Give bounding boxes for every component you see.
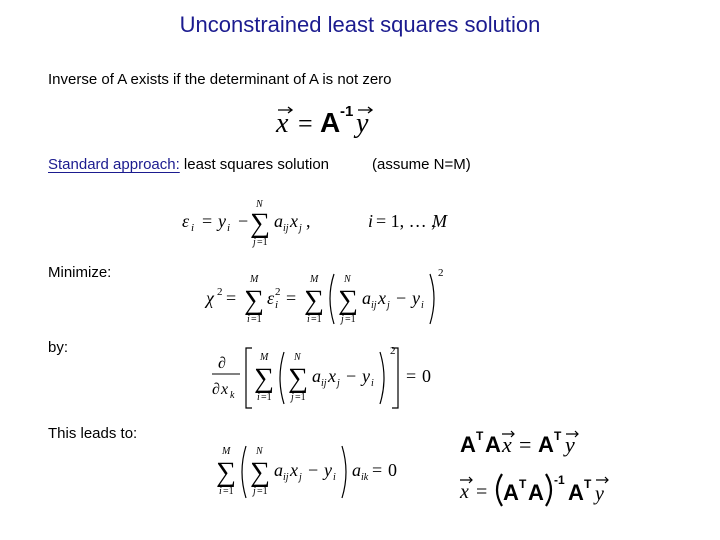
- svg-text:j: j: [291, 392, 294, 403]
- svg-text:=: =: [286, 288, 297, 308]
- standard-approach-line: [48, 156, 329, 173]
- svg-text:j: j: [387, 300, 390, 311]
- assume-n-equals-m: (assume N=M): [372, 156, 471, 173]
- svg-text:a: a: [274, 460, 283, 480]
- svg-text:=: =: [406, 366, 417, 386]
- svg-text:x: x: [502, 432, 512, 457]
- svg-text:a: a: [352, 460, 361, 480]
- svg-text:y: y: [218, 211, 226, 231]
- svg-text:M: M: [432, 211, 447, 231]
- svg-text:y: y: [356, 108, 369, 139]
- svg-text:x: x: [290, 460, 298, 480]
- svg-text:j: j: [341, 314, 344, 325]
- svg-text:N: N: [344, 274, 351, 285]
- svg-text:,: ,: [306, 211, 311, 231]
- svg-text:A: A: [568, 480, 584, 505]
- svg-text:=1: =1: [295, 392, 306, 403]
- svg-text:i: i: [421, 300, 424, 311]
- svg-text:T: T: [554, 429, 562, 443]
- svg-text:M: M: [260, 352, 269, 363]
- svg-text:y: y: [412, 288, 420, 308]
- leads-to-label: This leads to:: [48, 425, 138, 442]
- svg-text:∑: ∑: [304, 285, 324, 316]
- svg-text:a: a: [312, 366, 321, 386]
- svg-text:∑: ∑: [250, 208, 270, 239]
- svg-text:x: x: [221, 381, 229, 398]
- svg-text:N: N: [256, 199, 263, 210]
- slide-title: Unconstrained least squares solution: [179, 12, 541, 37]
- svg-text:=1: =1: [257, 486, 268, 497]
- svg-text:=: =: [372, 460, 383, 480]
- svg-text:=1: =1: [257, 237, 268, 248]
- svg-text:x: x: [378, 288, 386, 308]
- svg-text:2: 2: [217, 286, 223, 298]
- svg-text:j: j: [253, 486, 256, 497]
- by-label: by:: [48, 339, 69, 356]
- svg-text:=: =: [519, 432, 532, 457]
- svg-text:a: a: [362, 288, 371, 308]
- svg-text:−: −: [346, 366, 357, 386]
- svg-text:M: M: [222, 446, 231, 457]
- minimize-label: Minimize:: [48, 264, 112, 281]
- svg-text:∂: ∂: [212, 381, 220, 398]
- svg-text:j: j: [337, 378, 340, 389]
- svg-text:i: i: [275, 299, 279, 311]
- svg-text:∑: ∑: [244, 285, 264, 316]
- svg-text:∑: ∑: [288, 363, 308, 394]
- residual-equation: [180, 195, 460, 251]
- svg-text:= 1, … ,: = 1, … ,: [376, 211, 436, 231]
- svg-text:N: N: [294, 352, 301, 363]
- svg-text:=: =: [202, 211, 213, 231]
- svg-text:∑: ∑: [250, 457, 270, 488]
- svg-text:A: A: [528, 480, 544, 505]
- svg-text:i: i: [368, 211, 374, 231]
- svg-text:=1: =1: [261, 392, 272, 403]
- svg-text:0: 0: [422, 366, 431, 386]
- svg-text:∑: ∑: [216, 457, 236, 488]
- svg-text:=: =: [226, 288, 237, 308]
- svg-text:i: i: [191, 222, 195, 234]
- svg-text:T: T: [476, 429, 484, 443]
- chi-squared-equation: [204, 264, 454, 330]
- svg-text:χ: χ: [206, 288, 214, 308]
- svg-text:i: i: [247, 314, 250, 325]
- derivative-equation: [210, 340, 440, 412]
- inverse-condition-text: Inverse of A exists if the determinant of A is not zero: [48, 71, 392, 88]
- svg-text:2: 2: [438, 267, 444, 279]
- svg-text:A: A: [460, 432, 476, 457]
- inverse-equation: [270, 98, 400, 142]
- svg-text:y: y: [595, 483, 604, 505]
- svg-text:k: k: [230, 390, 235, 401]
- svg-text:y: y: [324, 460, 332, 480]
- solution-equation: [458, 470, 618, 510]
- svg-text:=1: =1: [345, 314, 356, 325]
- svg-text:T: T: [584, 477, 592, 491]
- svg-text:M: M: [250, 274, 259, 285]
- svg-text:=1: =1: [251, 314, 262, 325]
- svg-text:−: −: [308, 460, 319, 480]
- svg-text:-1: -1: [340, 103, 354, 120]
- svg-text:i: i: [257, 392, 260, 403]
- svg-text:∂: ∂: [218, 355, 226, 372]
- svg-text:i: i: [307, 314, 310, 325]
- svg-text:A: A: [485, 432, 501, 457]
- svg-text:x: x: [276, 108, 289, 139]
- svg-text:j: j: [299, 472, 302, 483]
- svg-text:ij: ij: [321, 378, 327, 389]
- svg-text:A: A: [320, 107, 341, 138]
- standard-approach-link[interactable]: Standard approach:: [48, 156, 180, 173]
- svg-text:A: A: [503, 480, 519, 505]
- svg-text:∑: ∑: [254, 363, 274, 394]
- svg-text:x: x: [460, 481, 469, 503]
- svg-text:x: x: [328, 366, 336, 386]
- svg-text:ij: ij: [283, 223, 289, 234]
- svg-text:=: =: [298, 109, 313, 138]
- svg-text:i: i: [371, 378, 374, 389]
- svg-text:0: 0: [388, 460, 397, 480]
- svg-text:i: i: [227, 222, 231, 234]
- svg-text:=1: =1: [311, 314, 322, 325]
- svg-text:ij: ij: [283, 472, 289, 483]
- svg-text:ε: ε: [267, 288, 275, 308]
- svg-text:M: M: [310, 274, 319, 285]
- svg-text:=1: =1: [223, 486, 234, 497]
- svg-text:x: x: [290, 211, 298, 231]
- svg-text:2: 2: [390, 345, 396, 357]
- svg-text:−: −: [238, 211, 249, 231]
- svg-text:=: =: [476, 481, 488, 503]
- svg-text:ε: ε: [182, 211, 190, 231]
- svg-text:2: 2: [275, 286, 281, 298]
- svg-text:y: y: [362, 366, 370, 386]
- svg-text:A: A: [538, 432, 554, 457]
- least-squares-text: least squares solution: [179, 156, 330, 173]
- svg-text:-1: -1: [554, 473, 565, 487]
- svg-text:a: a: [274, 211, 283, 231]
- svg-text:N: N: [256, 446, 263, 457]
- svg-text:i: i: [219, 486, 222, 497]
- svg-text:T: T: [519, 477, 527, 491]
- svg-text:∑: ∑: [338, 285, 358, 316]
- svg-text:−: −: [396, 288, 407, 308]
- normal-matrix-equation: [458, 422, 598, 462]
- svg-text:ij: ij: [371, 300, 377, 311]
- normal-sum-equation: [214, 440, 404, 504]
- svg-text:j: j: [299, 223, 302, 234]
- svg-text:ik: ik: [361, 472, 369, 483]
- svg-text:j: j: [253, 237, 256, 248]
- svg-text:y: y: [565, 432, 575, 457]
- svg-text:i: i: [333, 472, 336, 483]
